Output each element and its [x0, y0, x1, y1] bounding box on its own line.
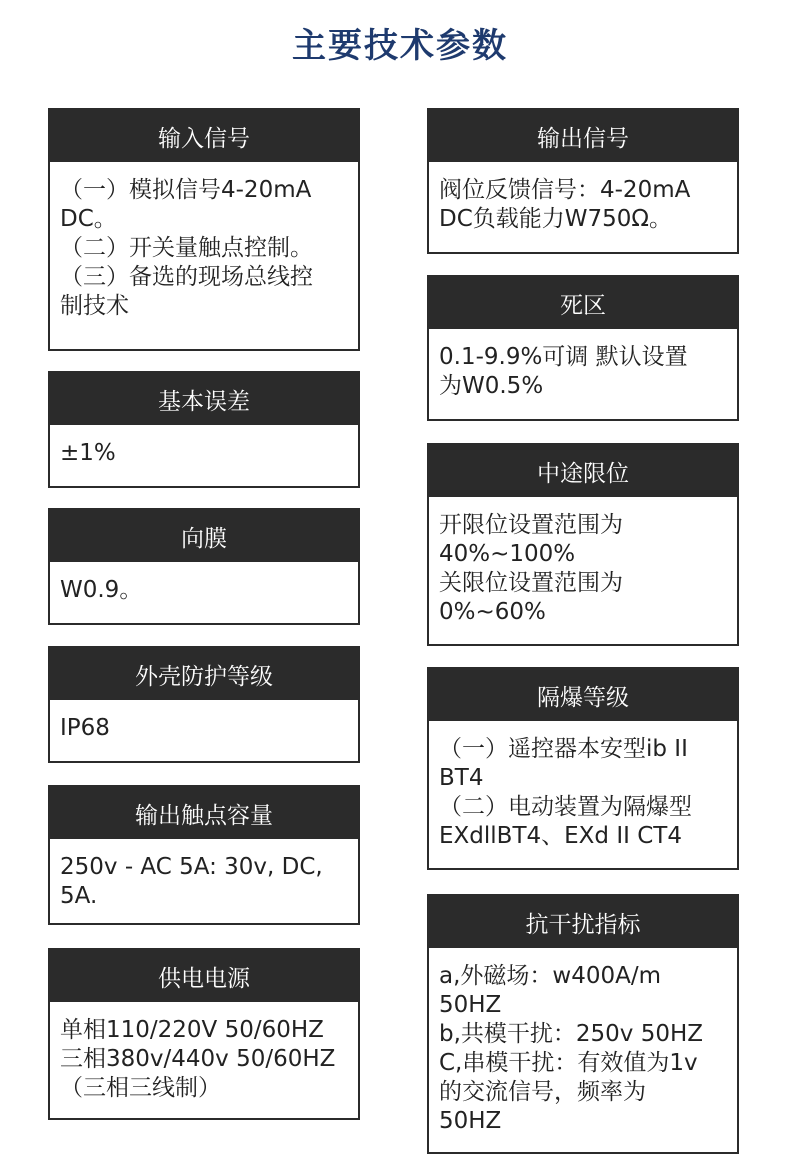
param-card-power-supply [48, 948, 360, 1120]
param-card-output-signal [427, 108, 739, 254]
card-body: W0.9。 [60, 577, 143, 603]
card-body: a,外磁场：w400A/m 50HZ b,共模干扰：250v 50HZ C,串模干扰：有效值为1v 的交流信号，频率为 50HZ [439, 963, 704, 1134]
card-header: 死区 [429, 277, 737, 329]
card-body: （一）模拟信号4-20mA DC。 （二）开关量触点控制。 （三）备选的现场总线控 制技术 [60, 177, 313, 319]
param-card-contact-capacity [48, 785, 360, 925]
card-header: 输出触点容量 [50, 787, 358, 839]
card-body: ±1% [60, 440, 116, 466]
card-header: 输入信号 [50, 110, 358, 162]
param-card-explosion-proof [427, 667, 739, 870]
card-body: 阀位反馈信号：4-20mA DC负载能力W750Ω。 [439, 177, 691, 232]
param-card-input-signal [48, 108, 360, 351]
card-header: 中途限位 [429, 445, 737, 497]
card-body: 0.1-9.9%可调 默认设置 为W0.5% [439, 344, 688, 399]
param-card-midway-limit [427, 443, 739, 646]
card-body: 250v - AC 5A: 30v, DC, 5A. [60, 854, 323, 909]
card-header: 向膜 [50, 510, 358, 562]
param-card-anti-interference [427, 894, 739, 1154]
card-header: 基本误差 [50, 373, 358, 425]
card-header: 抗干扰指标 [429, 896, 737, 948]
card-header: 供电电源 [50, 950, 358, 1002]
card-body: 单相110/220V 50/60HZ 三相380v/440v 50/60HZ （三相三线制） [60, 1017, 336, 1101]
param-card-diaphragm [48, 508, 360, 625]
card-body: （一）遥控器本安型ib II BT4 （二）电动装置为隔爆型 EXdllBT4、EXd II CT4 [439, 736, 692, 849]
param-card-dead-zone [427, 275, 739, 421]
param-card-basic-error [48, 371, 360, 488]
page-title: 主要技术参数 [292, 26, 508, 66]
param-card-enclosure-protection [48, 646, 360, 763]
card-header: 隔爆等级 [429, 669, 737, 721]
card-header: 外壳防护等级 [50, 648, 358, 700]
card-body: 开限位设置范围为 40%~100% 关限位设置范围为 0%~60% [439, 512, 623, 625]
card-header: 输出信号 [429, 110, 737, 162]
card-body: IP68 [60, 715, 110, 741]
